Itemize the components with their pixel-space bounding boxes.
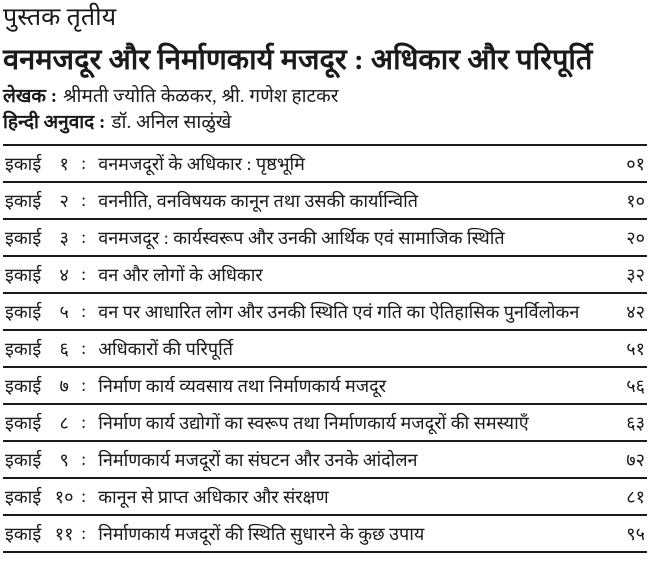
colon-separator: : <box>81 153 87 173</box>
table-of-contents <box>3 144 647 553</box>
colon-separator: : <box>81 486 87 506</box>
unit-label: इकाई <box>5 227 42 248</box>
toc-row <box>3 442 647 479</box>
page-number: ८१ <box>626 486 645 507</box>
unit-label: इकाई <box>5 449 42 470</box>
unit-title: वन पर आधारित लोग और उनकी स्थिति एवं गति का ऐतिहासिक पुनर्विलोकन <box>98 301 580 322</box>
unit-number: ११ <box>54 523 74 544</box>
unit-number: ४ <box>59 264 69 285</box>
translator-line <box>3 110 647 135</box>
toc-row <box>3 368 647 405</box>
toc-row <box>3 257 647 294</box>
page-number: २० <box>626 227 645 248</box>
toc-row <box>3 146 647 183</box>
toc-row <box>3 183 647 220</box>
colon-separator: : <box>81 190 87 210</box>
colon-separator: : <box>81 412 87 432</box>
unit-title: वननीति, वनविषयक कानून तथा उसकी कार्यान्विति <box>98 190 419 211</box>
unit-number: ७ <box>59 375 69 396</box>
page-number: ०१ <box>626 153 645 174</box>
unit-number: ९ <box>59 449 69 470</box>
unit-title: निर्माण कार्य उद्योगों का स्वरूप तथा निर्माणकार्य मजदूरों की समस्याएँ <box>98 412 529 433</box>
colon-separator: : <box>81 523 87 543</box>
colon-separator: : <box>81 338 87 358</box>
page-number: ९५ <box>626 523 645 544</box>
page-number: ७२ <box>626 449 645 470</box>
colon-separator: : <box>81 375 87 395</box>
page-number: ६३ <box>626 412 645 433</box>
page-number: ५६ <box>626 375 645 396</box>
translator-label: हिन्दी अनुवाद : <box>3 112 106 133</box>
unit-number: १ <box>59 153 69 174</box>
toc-row <box>3 516 647 553</box>
toc-row <box>3 405 647 442</box>
unit-title: वन और लोगों के अधिकार <box>98 264 263 285</box>
book-label: पुस्तक तृतीय <box>3 4 117 31</box>
toc-row <box>3 331 647 368</box>
author-label: लेखक : <box>3 86 58 107</box>
colon-separator: : <box>81 449 87 469</box>
toc-row <box>3 220 647 257</box>
page-header <box>3 2 647 135</box>
unit-label: इकाई <box>5 338 42 359</box>
toc-row <box>3 294 647 331</box>
page-title: वनमजदूर और निर्माणकार्य मजदूर : अधिकार और परिपूर्ति <box>3 44 593 76</box>
unit-title: निर्माणकार्य मजदूरों की स्थिति सुधारने के कुछ उपाय <box>98 523 425 544</box>
unit-label: इकाई <box>5 264 42 285</box>
unit-number: ३ <box>59 227 69 248</box>
colon-separator: : <box>81 264 87 284</box>
unit-title: निर्माणकार्य मजदूरों का संघटन और उनके आंदोलन <box>98 449 418 470</box>
unit-title: वनमजदूर : कार्यस्वरूप और उनकी आर्थिक एवं सामाजिक स्थिति <box>98 227 505 248</box>
author-names: श्रीमती ज्योति केळकर, श्री. गणेश हाटकर <box>63 86 339 107</box>
unit-number: ६ <box>59 338 69 359</box>
unit-label: इकाई <box>5 375 42 396</box>
colon-separator: : <box>81 301 87 321</box>
unit-label: इकाई <box>5 301 42 322</box>
unit-label: इकाई <box>5 523 42 544</box>
page-number: ५१ <box>626 338 645 359</box>
translator-name: डॉ. अनिल साळुंखे <box>111 112 232 133</box>
page-number: १० <box>626 190 645 211</box>
unit-label: इकाई <box>5 412 42 433</box>
unit-label: इकाई <box>5 486 42 507</box>
unit-number: २ <box>59 190 69 211</box>
unit-number: ५ <box>59 301 69 322</box>
unit-title: निर्माण कार्य व्यवसाय तथा निर्माणकार्य मजदूर <box>98 375 387 396</box>
author-line <box>3 84 647 109</box>
page-number: ३२ <box>626 264 645 285</box>
unit-number: १० <box>54 486 74 507</box>
toc-row <box>3 479 647 516</box>
unit-label: इकाई <box>5 190 42 211</box>
unit-title: कानून से प्राप्त अधिकार और संरक्षण <box>98 486 329 507</box>
unit-title: अधिकारों की परिपूर्ति <box>98 338 234 359</box>
unit-title: वनमजदूरों के अधिकार : पृष्ठभूमि <box>98 153 305 174</box>
page-number: ४२ <box>626 301 645 322</box>
unit-label: इकाई <box>5 153 42 174</box>
unit-number: ८ <box>59 412 69 433</box>
colon-separator: : <box>81 227 87 247</box>
